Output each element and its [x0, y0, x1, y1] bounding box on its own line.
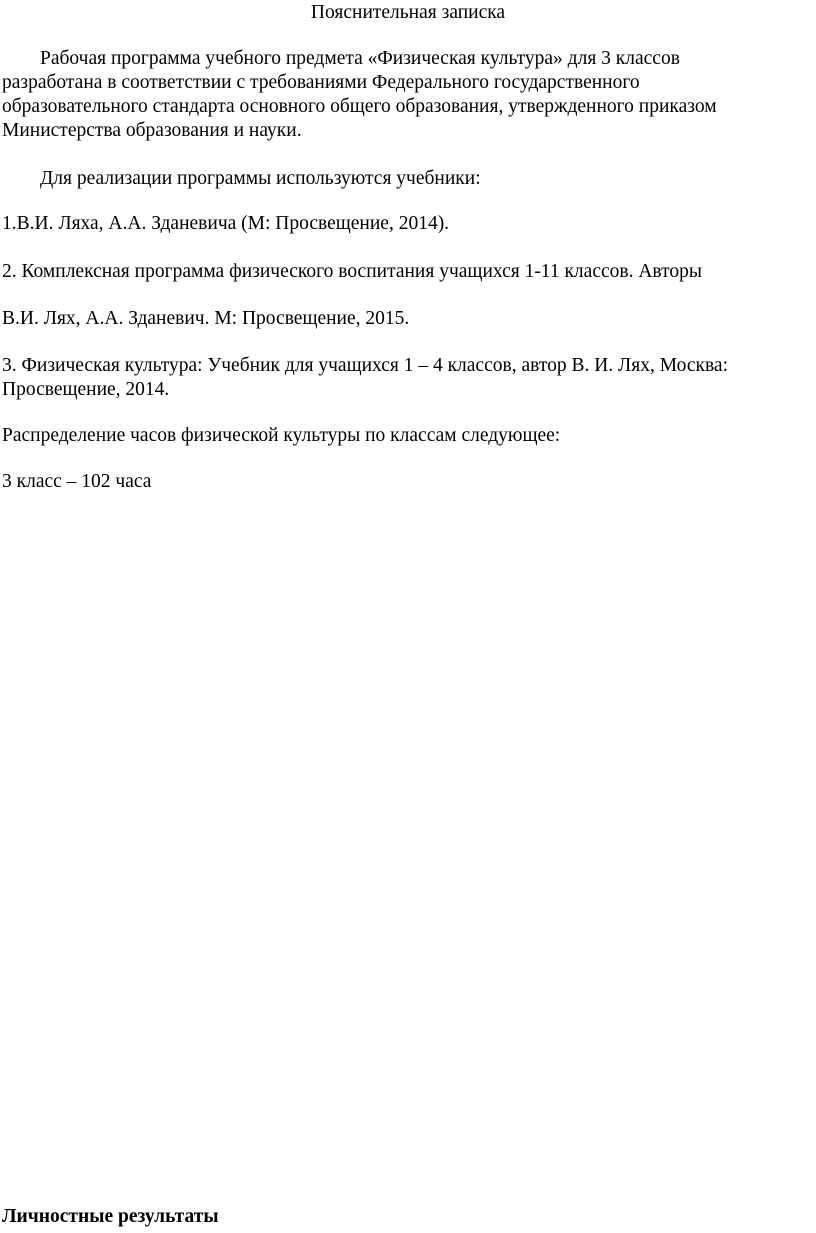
document-title: Пояснительная записка [310, 2, 506, 23]
textbook-item-3-continued: Просвещение, 2014. [2, 379, 170, 400]
hours-distribution-value: 3 класс – 102 часа [2, 471, 152, 492]
intro-line: Рабочая программа учебного предмета «Физическая культура» для 3 классов [40, 48, 680, 69]
textbooks-intro: Для реализации программы используются учебники: [40, 168, 481, 189]
intro-line: Министерства образования и науки. [2, 120, 302, 141]
textbook-item-2-continued: В.И. Лях, А.А. Зданевич. М: Просвещение, 2015. [2, 308, 410, 329]
textbook-item-1: 1.В.И. Ляха, А.А. Зданевича (М: Просвещение, 2014). [2, 213, 450, 234]
section-heading-personal-results: Личностные результаты [2, 1206, 219, 1227]
hours-distribution-intro: Распределение часов физической культуры по классам следующее: [2, 425, 561, 446]
textbook-item-3: 3. Физическая культура: Учебник для учащихся 1 – 4 классов, автор В. И. Лях, Москва: [2, 355, 728, 376]
intro-line: образовательного стандарта основного общего образования, утвержденного приказом [2, 96, 717, 117]
intro-line: разработана в соответствии с требованиями Федерального государственного [2, 72, 640, 93]
textbook-item-2: 2. Комплексная программа физического воспитания учащихся 1-11 классов. Авторы [2, 261, 703, 282]
